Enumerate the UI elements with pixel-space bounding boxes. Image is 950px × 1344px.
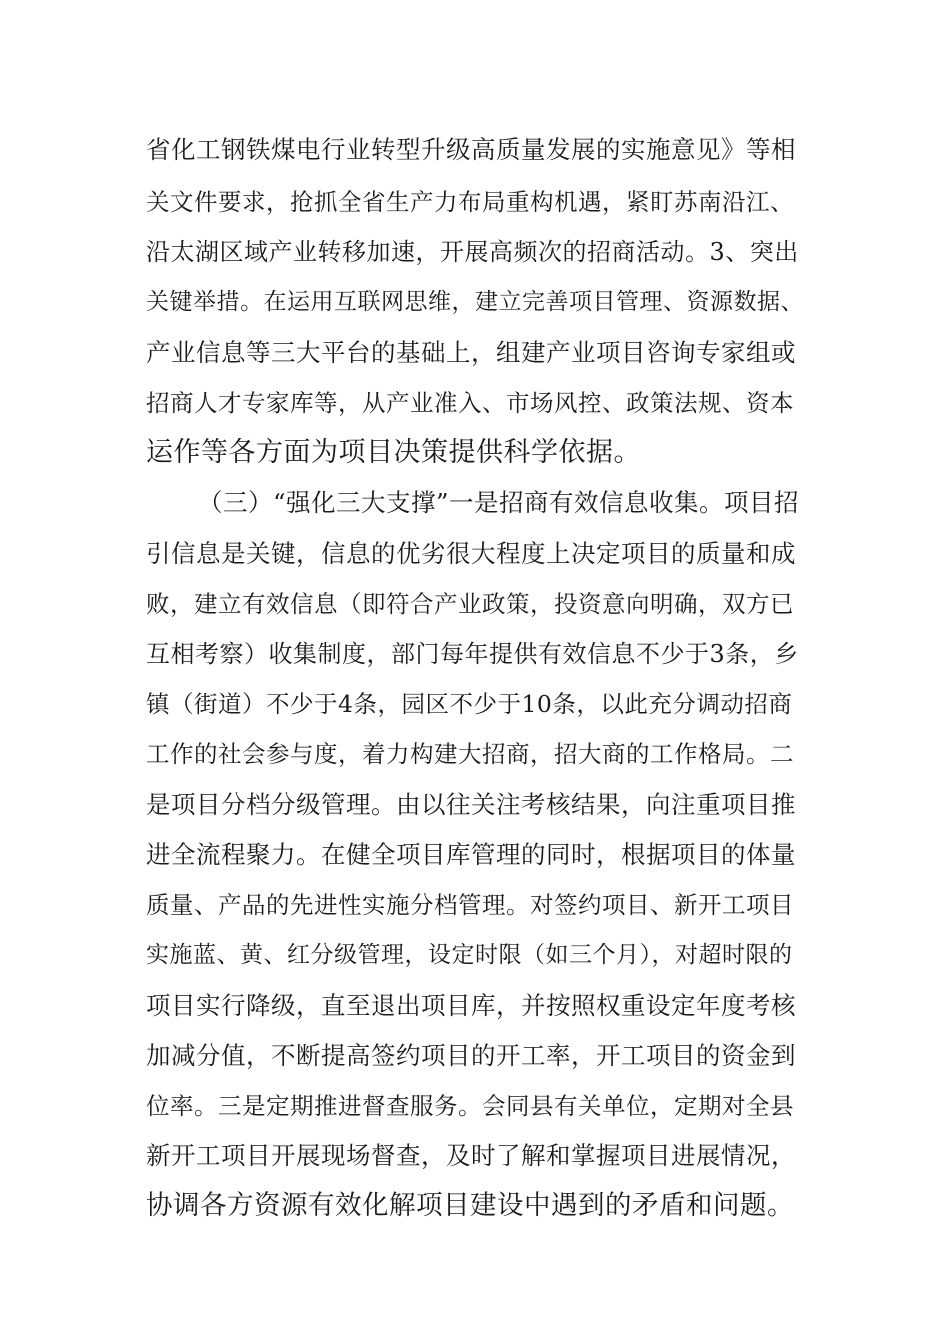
text-line: 招商人才专家库等，从产业准入、市场风控、政策法规、资本 xyxy=(146,389,794,417)
text-line: 运作等各方面为项目决策提供科学依据。 xyxy=(146,437,641,468)
text-line: 协调各方资源有效化解项目建设中遇到的矛盾和问题。 xyxy=(146,1190,794,1221)
text-line: 省化工钢铁煤电行业转型升级高质量发展的实施意见》等相 xyxy=(146,135,796,164)
text-line: 项目实行降级，直至退出项目库，并按照权重设定年度考核 xyxy=(146,991,796,1020)
text-line: （三）“强化三大支撑”一是招商有效信息收集。项目招 xyxy=(198,488,800,517)
text-line: 关文件要求，抢抓全省生产力布局重构机遇，紧盯苏南沿江、 xyxy=(146,188,794,216)
text-line: 质量、产品的先进性实施分档管理。对签约项目、新开工项目 xyxy=(146,891,794,919)
text-line: 关键举措。在运用互联网思维，建立完善项目管理、资源数据、 xyxy=(146,289,804,315)
text-line: 位率。三是定期推进督查服务。会同县有关单位，定期对全县 xyxy=(146,1092,794,1120)
text-line: 新开工项目开展现场督查，及时了解和掌握项目进展情况， xyxy=(146,1141,796,1170)
text-line: 互相考察）收集制度，部门每年提供有效信息不少于3条，乡 xyxy=(146,640,799,668)
text-line: 引信息是关键，信息的优劣很大程度上决定项目的质量和成 xyxy=(146,539,796,568)
text-line: 进全流程聚力。在健全项目库管理的同时，根据项目的体量 xyxy=(146,840,796,869)
text-line: 镇（街道）不少于4条，园区不少于10条，以此充分调动招商 xyxy=(146,690,793,718)
text-line: 产业信息等三大平台的基础上，组建产业项目咨询专家组或 xyxy=(146,338,796,367)
text-line: 败，建立有效信息（即符合产业政策，投资意向明确，双方已 xyxy=(146,590,794,618)
text-line: 沿太湖区域产业转移加速，开展高频次的招商活动。3、突出 xyxy=(146,238,799,266)
text-line: 工作的社会参与度，着力构建大招商，招大商的工作格局。二 xyxy=(146,740,794,768)
text-line: 加减分值，不断提高签约项目的开工率，开工项目的资金到 xyxy=(146,1041,796,1070)
text-line: 实施蓝、黄、红分级管理，设定时限（如三个月），对超时限的 xyxy=(146,942,793,968)
text-line: 是项目分档分级管理。由以往关注考核结果，向注重项目推 xyxy=(146,790,796,819)
